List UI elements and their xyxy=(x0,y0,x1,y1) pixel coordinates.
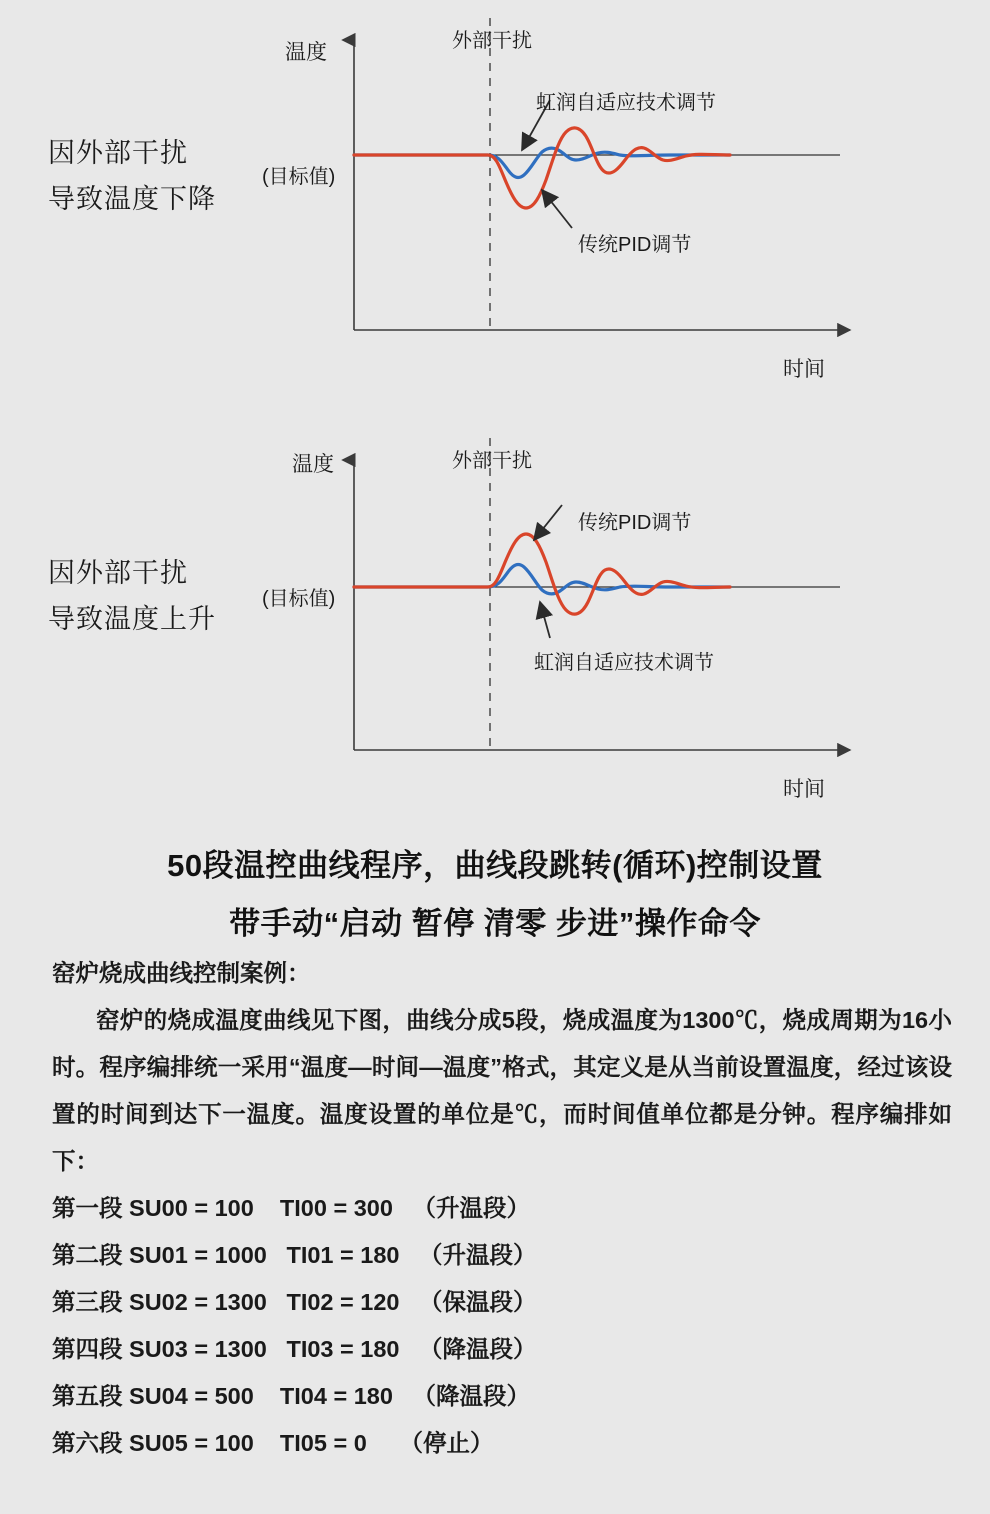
chart1-annotation-pid: 传统PID调节 xyxy=(578,234,692,256)
chart2-series-pid xyxy=(354,534,730,614)
chart1-plot xyxy=(250,0,890,395)
chart-block-temperature-rise xyxy=(0,410,990,800)
headline-line-1: 50段温控曲线程序，曲线段跳转(循环)控制设置 xyxy=(167,848,823,883)
chart2-disturbance-label: 外部干扰 xyxy=(452,450,532,472)
chart2-target-value-label: (目标值) xyxy=(262,588,336,610)
chart-block-temperature-drop xyxy=(0,0,990,390)
program-line-6: 第六段 SU05 = 100 TI05 = 0 （停止） xyxy=(52,1430,494,1456)
chart2-plot xyxy=(250,410,890,805)
program-line-3: 第三段 SU02 = 1300 TI02 = 120 （保温段） xyxy=(52,1289,537,1315)
chart1-series-pid xyxy=(354,128,730,208)
body-content xyxy=(52,950,952,1467)
chart2-side-label-line2: 导致温度上升 xyxy=(48,604,216,634)
chart1-side-label-line1: 因外部干扰 xyxy=(48,138,188,168)
case-paragraph: 窑炉的烧成温度曲线见下图，曲线分成5段，烧成温度为1300℃，烧成周期为16小时。程序编排统一采用“温度—时间—温度”格式，其定义是从当前设置温度，经过该设置的时间到达下一温度。温度设置的单位是℃，而时间值单位都是分钟。程序编排如下： xyxy=(52,1007,952,1174)
chart2-annotation-pid: 传统PID调节 xyxy=(578,512,692,534)
program-line-5: 第五段 SU04 = 500 TI04 = 180 （降温段） xyxy=(52,1383,531,1409)
chart2-y-axis-label: 温度 xyxy=(292,453,334,476)
program-line-1: 第一段 SU00 = 100 TI00 = 300 （升温段） xyxy=(52,1195,531,1221)
program-line-4: 第四段 SU03 = 1300 TI03 = 180 （降温段） xyxy=(52,1336,537,1362)
headline-line-2: 带手动“启动 暂停 清零 步进”操作命令 xyxy=(229,906,761,941)
chart1-target-value-label: (目标值) xyxy=(262,166,336,188)
chart2-x-axis-label: 时间 xyxy=(783,778,825,801)
chart1-side-label xyxy=(48,130,216,222)
chart1-series-adaptive xyxy=(354,148,730,177)
case-title: 窑炉烧成曲线控制案例： xyxy=(52,960,311,986)
chart1-x-axis-label: 时间 xyxy=(783,358,825,381)
chart2-series-adaptive xyxy=(354,565,730,594)
chart1-y-axis-label: 温度 xyxy=(285,41,327,64)
program-line-2: 第二段 SU01 = 1000 TI01 = 180 （升温段） xyxy=(52,1242,537,1268)
chart2-annotation-adaptive: 虹润自适应技术调节 xyxy=(534,652,714,674)
chart1-annotation-adaptive: 虹润自适应技术调节 xyxy=(536,92,716,114)
chart2-side-label-line1: 因外部干扰 xyxy=(48,558,188,588)
chart1-side-label-line2: 导致温度下降 xyxy=(48,184,216,214)
chart1-disturbance-label: 外部干扰 xyxy=(452,30,532,52)
chart2-side-label xyxy=(48,550,216,642)
